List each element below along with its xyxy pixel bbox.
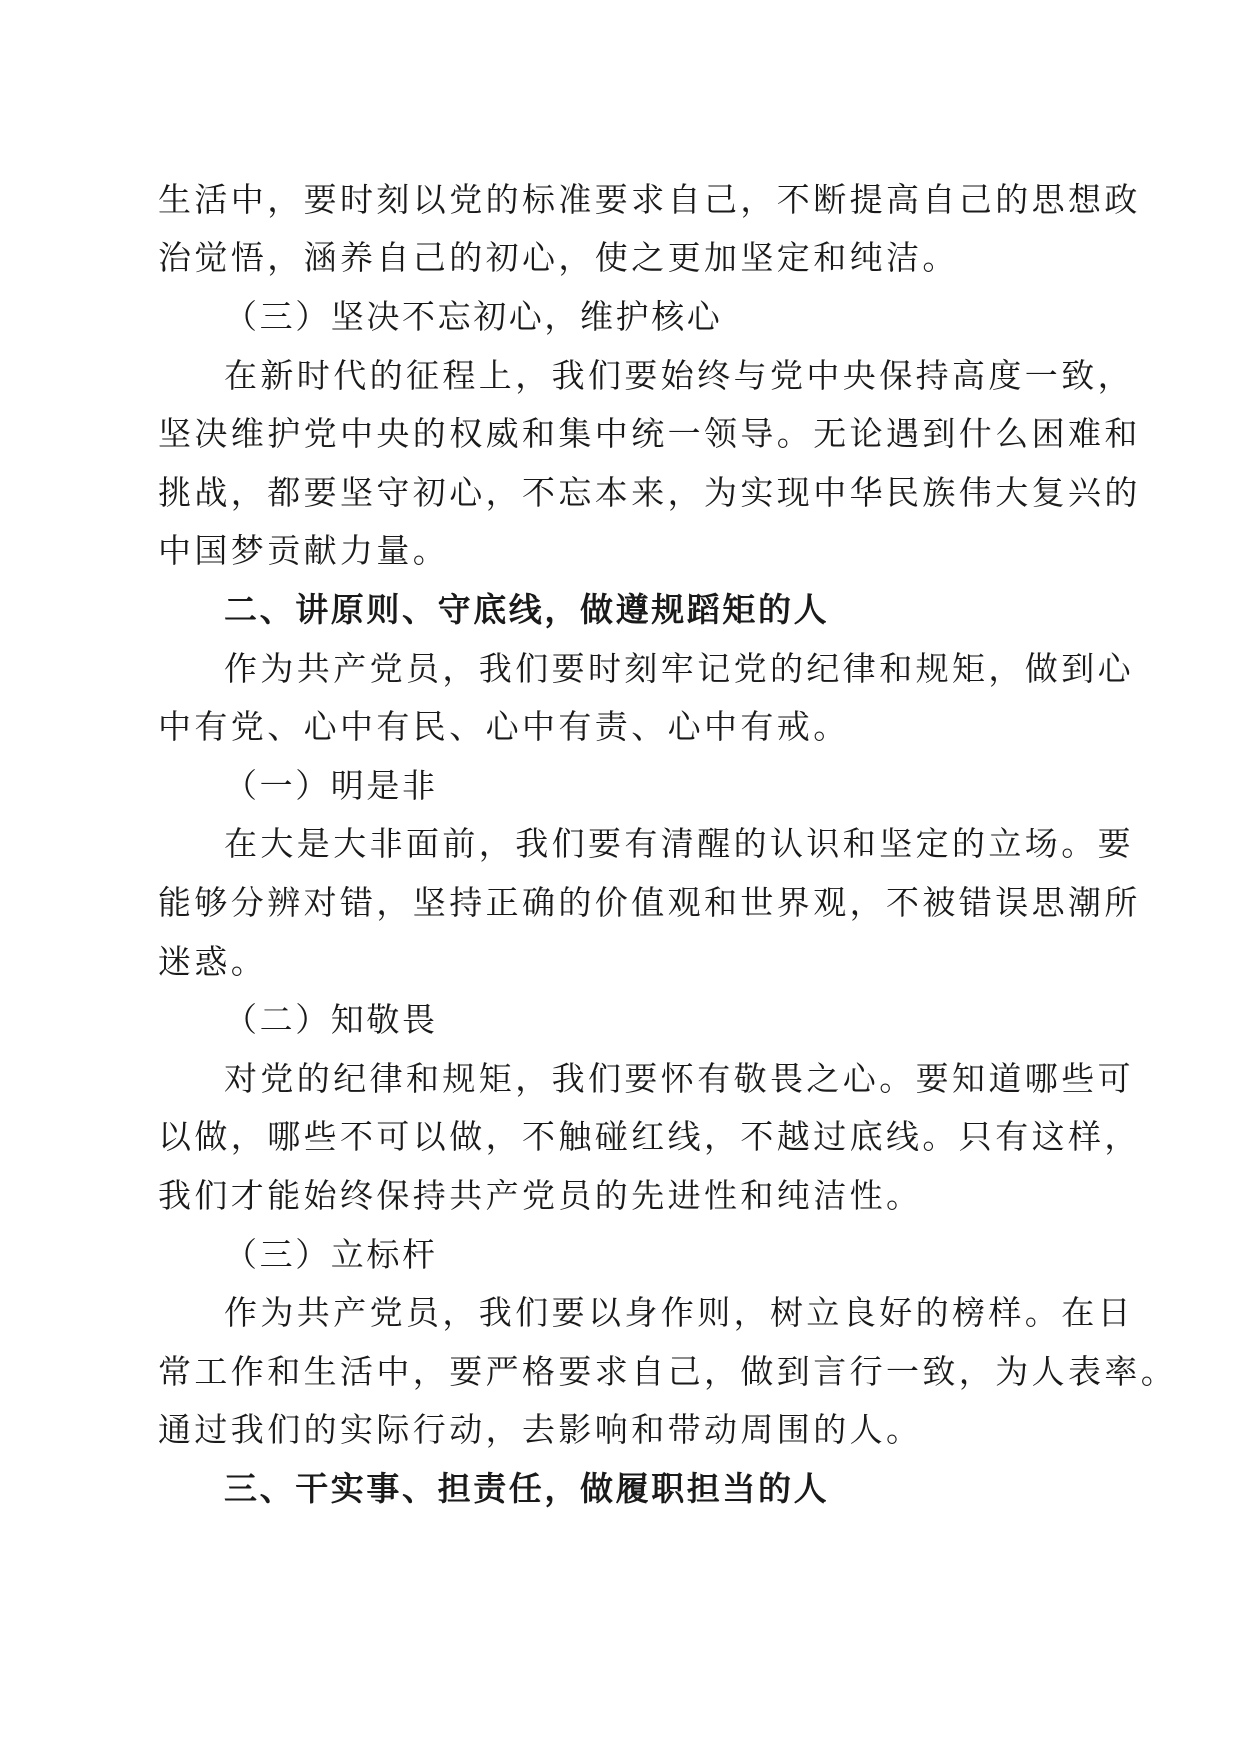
subsection-heading: （三）坚决不忘初心，维护核心 xyxy=(224,297,723,336)
paragraph-first-line: 在大是大非面前，我们要有清醒的认识和坚定的立场。要 xyxy=(224,824,1134,863)
paragraph-first-line: 作为共产党员，我们要以身作则，树立良好的榜样。在日 xyxy=(224,1293,1134,1332)
body-text-line: 通过我们的实际行动，去影响和带动周围的人。 xyxy=(158,1410,923,1449)
section-heading: 三、干实事、担责任，做履职担当的人 xyxy=(224,1469,830,1508)
body-text-line: 中有党、心中有民、心中有责、心中有戒。 xyxy=(158,707,850,746)
paragraph-first-line: 作为共产党员，我们要时刻牢记党的纪律和规矩，做到心 xyxy=(224,649,1134,688)
subsection-heading: （二）知敬畏 xyxy=(224,1000,438,1039)
body-text-line: 常工作和生活中，要严格要求自己，做到言行一致，为人表率。 xyxy=(158,1352,1178,1391)
body-text-line: 治觉悟，涵养自己的初心，使之更加坚定和纯洁。 xyxy=(158,238,959,277)
subsection-heading: （一）明是非 xyxy=(224,766,438,805)
body-text-line: 坚决维护党中央的权威和集中统一领导。无论遇到什么困难和 xyxy=(158,414,1141,453)
body-text-line: 生活中，要时刻以党的标准要求自己，不断提高自己的思想政 xyxy=(158,180,1141,219)
body-text-line: 迷惑。 xyxy=(158,942,268,981)
body-text-line: 我们才能始终保持共产党员的先进性和纯洁性。 xyxy=(158,1176,923,1215)
body-text-line: 以做，哪些不可以做，不触碰红线，不越过底线。只有这样， xyxy=(158,1117,1141,1156)
body-text-line: 挑战，都要坚守初心，不忘本来，为实现中华民族伟大复兴的 xyxy=(158,473,1141,512)
paragraph-first-line: 对党的纪律和规矩，我们要怀有敬畏之心。要知道哪些可 xyxy=(224,1059,1134,1098)
section-heading: 二、讲原则、守底线，做遵规蹈矩的人 xyxy=(224,590,830,629)
paragraph-first-line: 在新时代的征程上，我们要始终与党中央保持高度一致， xyxy=(224,356,1134,395)
body-text-line: 能够分辨对错，坚持正确的价值观和世界观，不被错误思潮所 xyxy=(158,883,1141,922)
subsection-heading: （三）立标杆 xyxy=(224,1235,438,1274)
body-text-line: 中国梦贡献力量。 xyxy=(158,531,450,570)
